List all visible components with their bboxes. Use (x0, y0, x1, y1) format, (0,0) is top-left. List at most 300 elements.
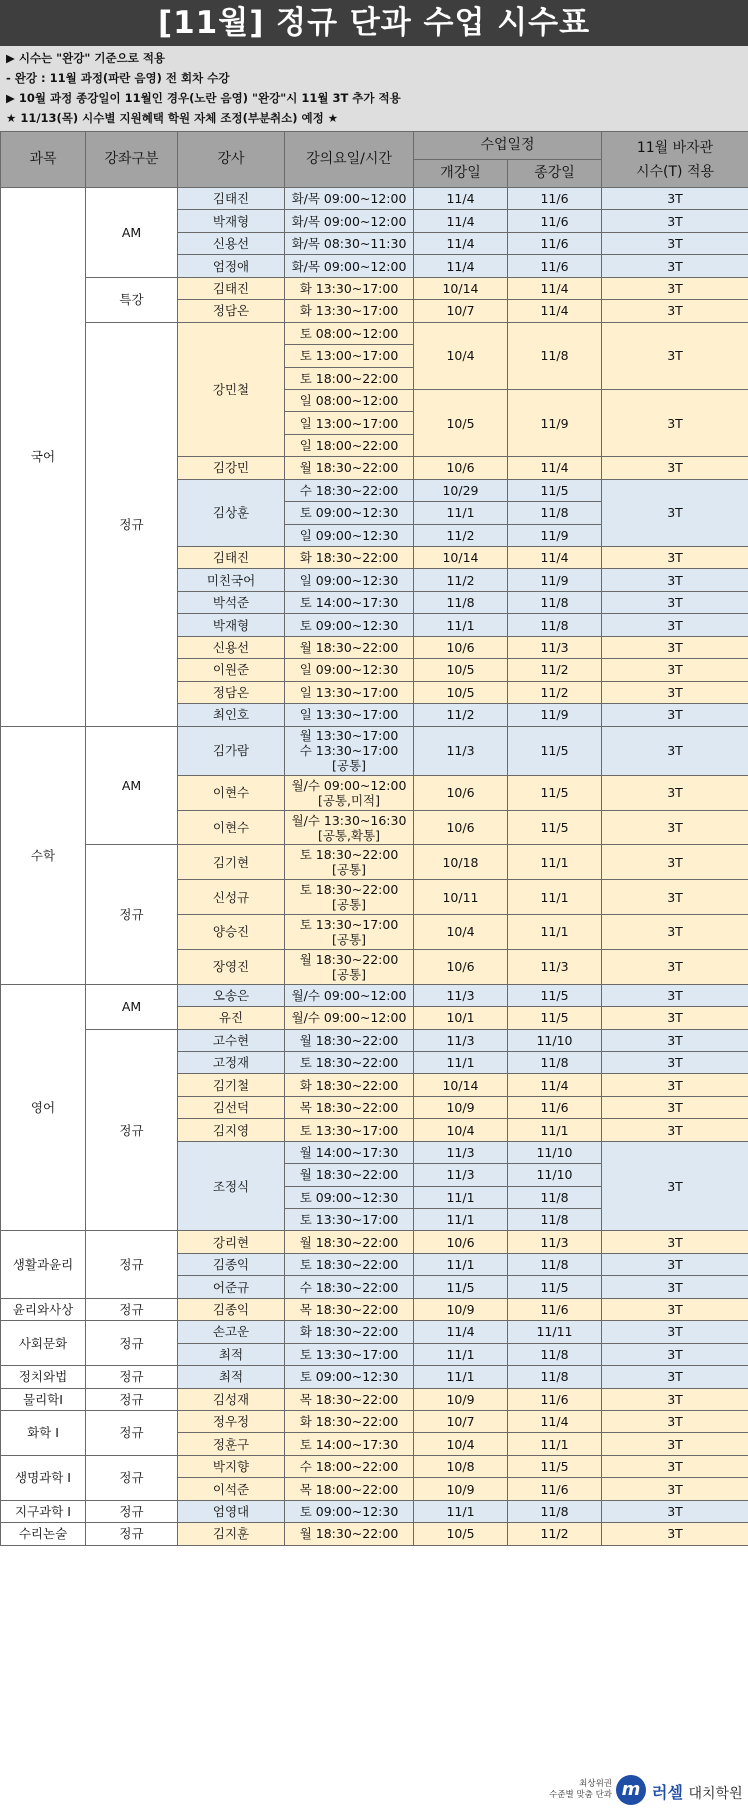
start-date-cell: 11/2 (414, 524, 508, 546)
schedule-cell: 월 14:00~17:30 (285, 1141, 414, 1163)
brand-name-main: 러셀 (652, 1783, 683, 1802)
teacher-cell: 고정재 (178, 1051, 285, 1073)
end-date-cell: 11/1 (508, 880, 602, 915)
type-cell: AM (86, 726, 178, 845)
subject-cell: 생활과윤리 (1, 1231, 86, 1298)
end-date-cell: 11/6 (508, 232, 602, 254)
schedule-cell: 일 09:00~12:30 (285, 659, 414, 681)
schedule-cell: 일 13:30~17:00 (285, 704, 414, 726)
end-date-cell: 11/5 (508, 1276, 602, 1298)
table-row (1, 845, 748, 880)
brand-logo-icon: m (616, 1775, 646, 1805)
schedule-cell: 일 09:00~12:30 (285, 569, 414, 591)
teacher-cell: 미친국어 (178, 569, 285, 591)
schedule-cell: 토 18:30~22:00 (285, 1051, 414, 1073)
table-row (1, 1455, 748, 1477)
end-date-cell: 11/1 (508, 1119, 602, 1141)
hours-cell: 3T (602, 255, 748, 277)
start-date-cell: 10/29 (414, 479, 508, 501)
start-date-cell: 11/5 (414, 1276, 508, 1298)
teacher-cell: 오송은 (178, 984, 285, 1006)
notes-box (0, 46, 748, 131)
teacher-cell: 최적 (178, 1343, 285, 1365)
start-date-cell: 10/5 (414, 681, 508, 703)
end-date-cell: 11/8 (508, 1500, 602, 1522)
end-date-cell: 11/6 (508, 210, 602, 232)
end-date-cell: 11/8 (508, 591, 602, 613)
start-date-cell: 11/4 (414, 232, 508, 254)
schedule-cell: 화 18:30~22:00 (285, 1321, 414, 1343)
teacher-cell: 김지영 (178, 1119, 285, 1141)
type-cell: 정규 (86, 1366, 178, 1388)
schedule-cell: 월 13:30~17:00 수 13:30~17:00 [공통] (285, 726, 414, 775)
brand-name (652, 1780, 743, 1803)
subject-cell: 사회문화 (1, 1321, 86, 1366)
schedule-cell: 목 18:30~22:00 (285, 1096, 414, 1118)
start-date-cell: 11/4 (414, 188, 508, 210)
schedule-cell: 화/목 09:00~12:00 (285, 210, 414, 232)
schedule-cell: 토 14:00~17:30 (285, 591, 414, 613)
end-date-cell: 11/8 (508, 1366, 602, 1388)
schedule-cell: 토 09:00~12:30 (285, 502, 414, 524)
schedule-cell: 토 13:30~17:00 (285, 1343, 414, 1365)
end-date-cell: 11/9 (508, 389, 602, 456)
end-date-cell: 11/5 (508, 775, 602, 810)
header-type: 강좌구분 (86, 132, 178, 188)
teacher-cell: 강리현 (178, 1231, 285, 1253)
type-cell: 정규 (86, 1500, 178, 1522)
type-cell: 특강 (86, 277, 178, 322)
header-hours: 11월 바자관 시수(T) 적용 (602, 132, 748, 188)
end-date-cell: 11/8 (508, 502, 602, 524)
type-cell: 정규 (86, 1388, 178, 1410)
type-cell: 정규 (86, 1321, 178, 1366)
start-date-cell: 11/2 (414, 569, 508, 591)
start-date-cell: 10/6 (414, 810, 508, 845)
teacher-cell: 최적 (178, 1366, 285, 1388)
hours-cell: 3T (602, 322, 748, 389)
subject-cell: 수리논술 (1, 1523, 86, 1545)
end-date-cell: 11/8 (508, 1253, 602, 1275)
table-row (1, 1523, 748, 1545)
teacher-cell: 박재형 (178, 210, 285, 232)
start-date-cell: 10/6 (414, 775, 508, 810)
end-date-cell: 11/8 (508, 1186, 602, 1208)
end-date-cell: 11/4 (508, 547, 602, 569)
schedule-cell: 일 09:00~12:30 (285, 524, 414, 546)
end-date-cell: 11/6 (508, 1478, 602, 1500)
teacher-cell: 강민철 (178, 322, 285, 457)
hours-cell: 3T (602, 636, 748, 658)
teacher-cell: 김기철 (178, 1074, 285, 1096)
schedule-cell: 월 18:30~22:00 [공통] (285, 949, 414, 984)
end-date-cell: 11/2 (508, 681, 602, 703)
teacher-cell: 유진 (178, 1007, 285, 1029)
hours-cell: 3T (602, 775, 748, 810)
end-date-cell: 11/8 (508, 1209, 602, 1231)
end-date-cell: 11/10 (508, 1141, 602, 1163)
teacher-cell: 김강민 (178, 457, 285, 479)
start-date-cell: 11/1 (414, 1186, 508, 1208)
schedule-cell: 토 13:30~17:00 (285, 1119, 414, 1141)
type-cell: 정규 (86, 1523, 178, 1545)
hours-cell: 3T (602, 1253, 748, 1275)
schedule-cell: 토 14:00~17:30 (285, 1433, 414, 1455)
hours-cell: 3T (602, 1029, 748, 1051)
header-subject: 과목 (1, 132, 86, 188)
table-row (1, 726, 748, 775)
table-row (1, 277, 748, 299)
schedule-cell: 화 18:30~22:00 (285, 1074, 414, 1096)
end-date-cell: 11/4 (508, 277, 602, 299)
subject-cell: 생명과학 Ⅰ (1, 1455, 86, 1500)
schedule-cell: 일 13:00~17:00 (285, 412, 414, 434)
schedule-cell: 월/수 09:00~12:00 [공통,미적] (285, 775, 414, 810)
teacher-cell: 양승진 (178, 915, 285, 950)
start-date-cell: 10/6 (414, 949, 508, 984)
schedule-cell: 수 18:30~22:00 (285, 479, 414, 501)
subject-cell: 물리학Ⅰ (1, 1388, 86, 1410)
schedule-cell: 화/목 09:00~12:00 (285, 188, 414, 210)
start-date-cell: 10/4 (414, 915, 508, 950)
end-date-cell: 11/11 (508, 1321, 602, 1343)
start-date-cell: 11/8 (414, 591, 508, 613)
hours-cell: 3T (602, 277, 748, 299)
end-date-cell: 11/6 (508, 188, 602, 210)
start-date-cell: 10/5 (414, 659, 508, 681)
end-date-cell: 11/1 (508, 915, 602, 950)
footer-logo (520, 1773, 743, 1813)
teacher-cell: 김상훈 (178, 479, 285, 546)
schedule-cell: 토 13:30~17:00 [공통] (285, 915, 414, 950)
end-date-cell: 11/10 (508, 1029, 602, 1051)
teacher-cell: 정담온 (178, 300, 285, 322)
teacher-cell: 이원준 (178, 659, 285, 681)
header-schedule: 강의요일/시간 (285, 132, 414, 188)
hours-cell: 3T (602, 1500, 748, 1522)
header-dates: 수업일정 (414, 132, 602, 160)
schedule-cell: 목 18:00~22:00 (285, 1478, 414, 1500)
table-row (1, 984, 748, 1006)
hours-cell: 3T (602, 547, 748, 569)
start-date-cell: 11/4 (414, 255, 508, 277)
start-date-cell: 10/11 (414, 880, 508, 915)
start-date-cell: 11/3 (414, 1164, 508, 1186)
type-cell: 정규 (86, 1029, 178, 1231)
type-cell: 정규 (86, 322, 178, 726)
subject-cell: 수학 (1, 726, 86, 984)
teacher-cell: 김태진 (178, 188, 285, 210)
end-date-cell: 11/8 (508, 322, 602, 389)
start-date-cell: 11/1 (414, 1051, 508, 1073)
subject-cell: 정치와법 (1, 1366, 86, 1388)
start-date-cell: 10/14 (414, 1074, 508, 1096)
start-date-cell: 11/2 (414, 704, 508, 726)
type-cell: AM (86, 188, 178, 278)
schedule-cell: 목 18:30~22:00 (285, 1298, 414, 1320)
hours-cell: 3T (602, 210, 748, 232)
hours-cell: 3T (602, 188, 748, 210)
start-date-cell: 10/6 (414, 636, 508, 658)
start-date-cell: 11/1 (414, 614, 508, 636)
start-date-cell: 11/1 (414, 1253, 508, 1275)
start-date-cell: 10/5 (414, 1523, 508, 1545)
end-date-cell: 11/6 (508, 1388, 602, 1410)
schedule-cell: 토 09:00~12:30 (285, 614, 414, 636)
end-date-cell: 11/1 (508, 845, 602, 880)
hours-cell: 3T (602, 949, 748, 984)
page-title: [11월] 정규 단과 수업 시수표 (0, 0, 748, 46)
end-date-cell: 11/4 (508, 1074, 602, 1096)
hours-cell: 3T (602, 1388, 748, 1410)
teacher-cell: 이현수 (178, 810, 285, 845)
end-date-cell: 11/3 (508, 1231, 602, 1253)
schedule-cell: 화/목 09:00~12:00 (285, 255, 414, 277)
table-row (1, 322, 748, 344)
start-date-cell: 11/1 (414, 1366, 508, 1388)
start-date-cell: 11/3 (414, 1029, 508, 1051)
end-date-cell: 11/9 (508, 569, 602, 591)
start-date-cell: 10/4 (414, 322, 508, 389)
end-date-cell: 11/8 (508, 614, 602, 636)
start-date-cell: 11/1 (414, 1209, 508, 1231)
hours-cell: 3T (602, 1074, 748, 1096)
start-date-cell: 10/14 (414, 547, 508, 569)
teacher-cell: 신용선 (178, 636, 285, 658)
start-date-cell: 11/1 (414, 1500, 508, 1522)
start-date-cell: 11/1 (414, 1343, 508, 1365)
hours-cell: 3T (602, 232, 748, 254)
end-date-cell: 11/5 (508, 1455, 602, 1477)
end-date-cell: 11/10 (508, 1164, 602, 1186)
teacher-cell: 이석준 (178, 1478, 285, 1500)
schedule-cell: 화 18:30~22:00 (285, 547, 414, 569)
end-date-cell: 11/1 (508, 1433, 602, 1455)
schedule-cell: 수 18:00~22:00 (285, 1455, 414, 1477)
teacher-cell: 고수현 (178, 1029, 285, 1051)
table-row (1, 1298, 748, 1320)
teacher-cell: 김가람 (178, 726, 285, 775)
schedule-cell: 토 09:00~12:30 (285, 1500, 414, 1522)
hours-cell: 3T (602, 659, 748, 681)
table-row (1, 1500, 748, 1522)
hours-cell: 3T (602, 1231, 748, 1253)
hours-cell: 3T (602, 1321, 748, 1343)
hours-cell: 3T (602, 810, 748, 845)
hours-cell: 3T (602, 457, 748, 479)
start-date-cell: 11/4 (414, 1321, 508, 1343)
table-row (1, 1231, 748, 1253)
schedule-cell: 토 18:30~22:00 [공통] (285, 880, 414, 915)
start-date-cell: 10/6 (414, 457, 508, 479)
teacher-cell: 박지향 (178, 1455, 285, 1477)
schedule-cell: 토 09:00~12:30 (285, 1186, 414, 1208)
start-date-cell: 10/1 (414, 1007, 508, 1029)
header-start: 개강일 (414, 160, 508, 188)
footer-tagline: 최상위권 수준별 맞춤 단과 (549, 1779, 612, 1800)
table-row (1, 1410, 748, 1432)
note-line: ▶ 10월 과정 종강일이 11월인 경우(노란 음영) "완강"시 11월 3T 추가 적용 (6, 91, 401, 105)
end-date-cell: 11/5 (508, 1007, 602, 1029)
schedule-cell: 월 18:30~22:00 (285, 636, 414, 658)
teacher-cell: 이현수 (178, 775, 285, 810)
teacher-cell: 최인호 (178, 704, 285, 726)
header-end: 종강일 (508, 160, 602, 188)
subject-cell: 화학 Ⅰ (1, 1410, 86, 1455)
hours-cell: 3T (602, 591, 748, 613)
schedule-cell: 월 18:30~22:00 (285, 457, 414, 479)
teacher-cell: 김지훈 (178, 1523, 285, 1545)
end-date-cell: 11/4 (508, 457, 602, 479)
hours-cell: 3T (602, 1119, 748, 1141)
teacher-cell: 김태진 (178, 277, 285, 299)
teacher-cell: 김태진 (178, 547, 285, 569)
table-row (1, 1366, 748, 1388)
schedule-cell: 월 18:30~22:00 (285, 1523, 414, 1545)
hours-cell: 3T (602, 1096, 748, 1118)
type-cell: 정규 (86, 1298, 178, 1320)
end-date-cell: 11/6 (508, 1298, 602, 1320)
end-date-cell: 11/8 (508, 1343, 602, 1365)
end-date-cell: 11/2 (508, 1523, 602, 1545)
teacher-cell: 신용선 (178, 232, 285, 254)
start-date-cell: 11/3 (414, 984, 508, 1006)
subject-cell: 국어 (1, 188, 86, 727)
type-cell: 정규 (86, 845, 178, 984)
teacher-cell: 신성규 (178, 880, 285, 915)
hours-cell: 3T (602, 1366, 748, 1388)
teacher-cell: 김성재 (178, 1388, 285, 1410)
schedule-cell: 토 18:30~22:00 [공통] (285, 845, 414, 880)
start-date-cell: 10/4 (414, 1119, 508, 1141)
hours-cell: 3T (602, 704, 748, 726)
teacher-cell: 손고운 (178, 1321, 285, 1343)
teacher-cell: 정훈구 (178, 1433, 285, 1455)
schedule-table (0, 131, 748, 1546)
start-date-cell: 10/9 (414, 1096, 508, 1118)
end-date-cell: 11/9 (508, 524, 602, 546)
end-date-cell: 11/4 (508, 1410, 602, 1432)
teacher-cell: 김기현 (178, 845, 285, 880)
note-line: ★ 11/13(목) 시수별 지원혜택 학원 자체 조정(부분취소) 예정 ★ (6, 111, 339, 125)
start-date-cell: 10/6 (414, 1231, 508, 1253)
teacher-cell: 김선덕 (178, 1096, 285, 1118)
end-date-cell: 11/3 (508, 949, 602, 984)
schedule-cell: 월 18:30~22:00 (285, 1029, 414, 1051)
hours-cell: 3T (602, 614, 748, 636)
note-line: ▶ 시수는 "완강" 기준으로 적용 (6, 51, 166, 65)
schedule-cell: 일 08:00~12:00 (285, 389, 414, 411)
hours-cell: 3T (602, 681, 748, 703)
start-date-cell: 11/4 (414, 210, 508, 232)
end-date-cell: 11/6 (508, 1096, 602, 1118)
note-line: - 완강 : 11월 과정(파란 음영) 전 회차 수강 (6, 71, 230, 85)
end-date-cell: 11/9 (508, 704, 602, 726)
start-date-cell: 10/8 (414, 1455, 508, 1477)
subject-cell: 지구과학 Ⅰ (1, 1500, 86, 1522)
schedule-cell: 토 18:30~22:00 (285, 1253, 414, 1275)
teacher-cell: 박석준 (178, 591, 285, 613)
table-row (1, 1029, 748, 1051)
hours-cell: 3T (602, 300, 748, 322)
start-date-cell: 10/7 (414, 1410, 508, 1432)
start-date-cell: 11/1 (414, 502, 508, 524)
start-date-cell: 10/18 (414, 845, 508, 880)
table-row (1, 1388, 748, 1410)
schedule-cell: 토 18:00~22:00 (285, 367, 414, 389)
start-date-cell: 10/9 (414, 1478, 508, 1500)
table-row (1, 1321, 748, 1343)
start-date-cell: 10/4 (414, 1433, 508, 1455)
teacher-cell: 엄영대 (178, 1500, 285, 1522)
teacher-cell: 김종익 (178, 1298, 285, 1320)
end-date-cell: 11/5 (508, 479, 602, 501)
hours-cell: 3T (602, 984, 748, 1006)
brand-name-suffix: 대치학원 (688, 1786, 743, 1802)
hours-cell: 3T (602, 569, 748, 591)
schedule-cell: 토 13:00~17:00 (285, 345, 414, 367)
table-row (1, 188, 748, 210)
schedule-cell: 월/수 09:00~12:00 (285, 1007, 414, 1029)
hours-cell: 3T (602, 1276, 748, 1298)
start-date-cell: 10/5 (414, 389, 508, 456)
schedule-cell: 화 13:30~17:00 (285, 300, 414, 322)
subject-cell: 윤리와사상 (1, 1298, 86, 1320)
teacher-cell: 정담온 (178, 681, 285, 703)
schedule-cell: 월 18:30~22:00 (285, 1164, 414, 1186)
hours-cell: 3T (602, 1051, 748, 1073)
hours-cell: 3T (602, 1455, 748, 1477)
hours-cell: 3T (602, 1433, 748, 1455)
start-date-cell: 11/3 (414, 1141, 508, 1163)
schedule-cell: 화/목 08:30~11:30 (285, 232, 414, 254)
schedule-cell: 월 18:30~22:00 (285, 1231, 414, 1253)
end-date-cell: 11/8 (508, 1051, 602, 1073)
hours-cell: 3T (602, 1523, 748, 1545)
end-date-cell: 11/4 (508, 300, 602, 322)
end-date-cell: 11/5 (508, 726, 602, 775)
hours-cell: 3T (602, 389, 748, 456)
hours-cell: 3T (602, 1410, 748, 1432)
schedule-cell: 토 13:30~17:00 (285, 1209, 414, 1231)
schedule-cell: 일 18:00~22:00 (285, 434, 414, 456)
schedule-cell: 목 18:30~22:00 (285, 1388, 414, 1410)
schedule-cell: 토 09:00~12:30 (285, 1366, 414, 1388)
schedule-cell: 일 13:30~17:00 (285, 681, 414, 703)
schedule-cell: 화 13:30~17:00 (285, 277, 414, 299)
end-date-cell: 11/5 (508, 984, 602, 1006)
start-date-cell: 10/14 (414, 277, 508, 299)
teacher-cell: 김종익 (178, 1253, 285, 1275)
hours-cell: 3T (602, 845, 748, 880)
type-cell: AM (86, 984, 178, 1029)
schedule-cell: 화 18:30~22:00 (285, 1410, 414, 1432)
schedule-cell: 수 18:30~22:00 (285, 1276, 414, 1298)
start-date-cell: 11/3 (414, 726, 508, 775)
start-date-cell: 10/7 (414, 300, 508, 322)
teacher-cell: 정우정 (178, 1410, 285, 1432)
hours-cell: 3T (602, 1343, 748, 1365)
hours-cell: 3T (602, 1478, 748, 1500)
subject-cell: 영어 (1, 984, 86, 1231)
type-cell: 정규 (86, 1410, 178, 1455)
teacher-cell: 어준규 (178, 1276, 285, 1298)
teacher-cell: 조정식 (178, 1141, 285, 1231)
end-date-cell: 11/5 (508, 810, 602, 845)
end-date-cell: 11/6 (508, 255, 602, 277)
schedule-cell: 월/수 13:30~16:30 [공통,확통] (285, 810, 414, 845)
hours-cell: 3T (602, 726, 748, 775)
